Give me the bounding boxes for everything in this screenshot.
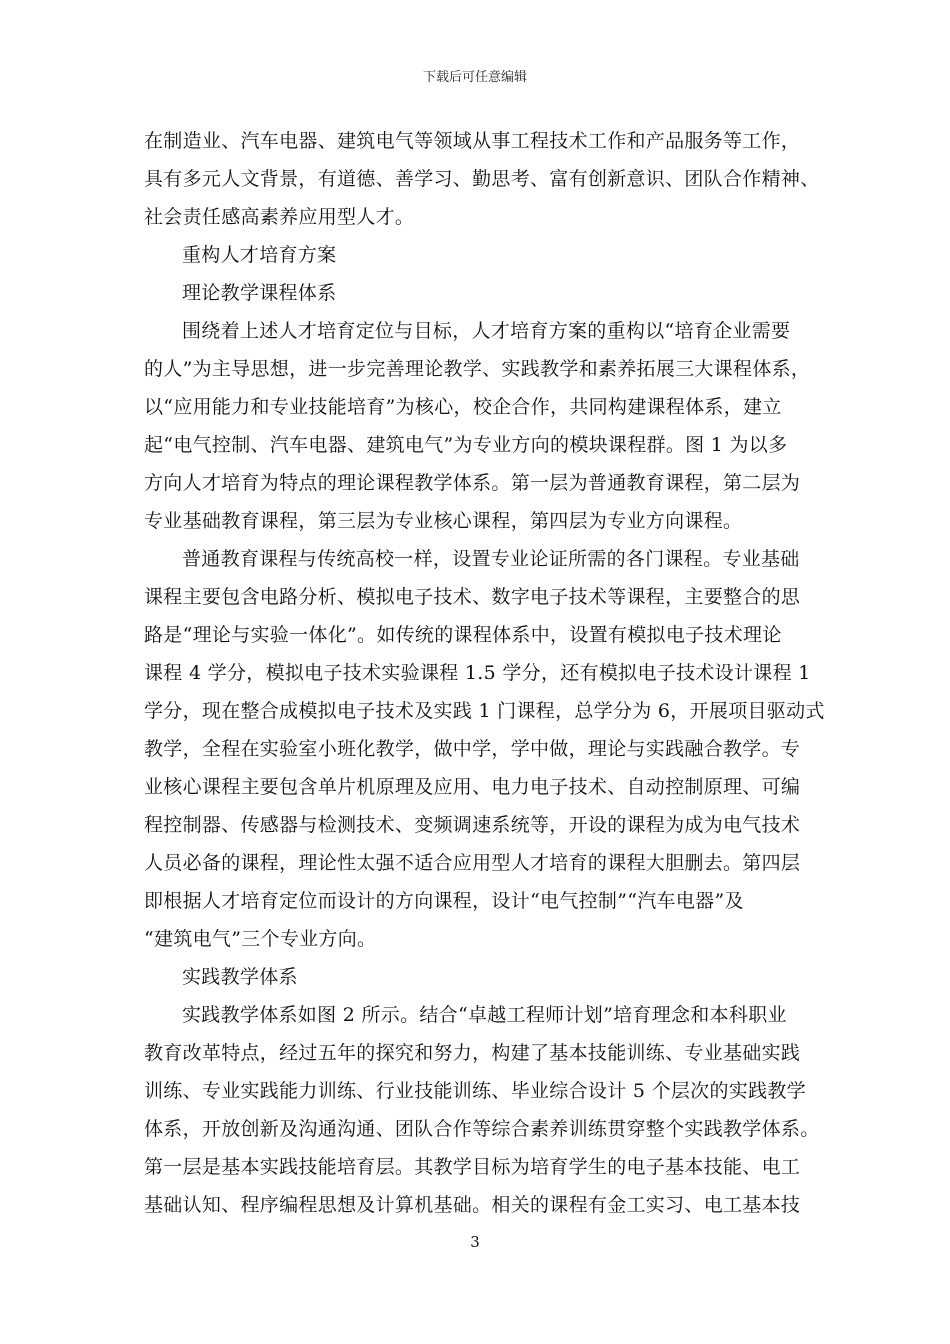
text-line: 体系，开放创新及沟通沟通、团队合作等综合素养训练贯穿整个实践教学体系。 (144, 1118, 820, 1140)
section-heading: 实践教学体系 (182, 966, 298, 988)
text-line: 实践教学体系如图 2 所示。结合“卓越工程师计划”培育理念和本科职业 (182, 1004, 787, 1026)
text-line: 第一层是基本实践技能培育层。其教学目标为培育学生的电子基本技能、电工 (144, 1156, 801, 1178)
body-text (144, 122, 825, 1224)
section-heading: 重构人才培育方案 (182, 244, 337, 266)
text-line: 人员必备的课程，理论性太强不适合应用型人才培育的课程大胆删去。第四层 (144, 852, 801, 874)
text-line: 方向人才培育为特点的理论课程教学体系。第一层为普通教育课程，第二层为 (144, 472, 801, 494)
text-line: 业核心课程主要包含单片机原理及应用、电力电子技术、自动控制原理、可编 (144, 776, 801, 798)
text-line: 课程 4 学分，模拟电子技术实验课程 1.5 学分，还有模拟电子技术设计课程 1 (144, 662, 811, 684)
text-line: 以“应用能力和专业技能培育”为核心，校企合作，共同构建课程体系，建立 (144, 396, 782, 418)
text-line: 学分，现在整合成模拟电子技术及实践 1 门课程，总学分为 6，开展项目驱动式 (144, 700, 825, 722)
text-line: 课程主要包含电路分析、模拟电子技术、数字电子技术等课程，主要整合的思 (144, 586, 801, 608)
text-line: 起“电气控制、汽车电器、建筑电气”为专业方向的模块课程群。图 1 为以多 (144, 434, 788, 456)
text-line: 普通教育课程与传统高校一样，设置专业论证所需的各门课程。专业基础 (182, 548, 800, 570)
text-line: 即根据人才培育定位而设计的方向课程，设计“电气控制”“汽车电器”及 (144, 890, 744, 912)
page-header: 下载后可任意编辑 (422, 70, 527, 85)
text-line: 基础认知、程序编程思想及计算机基础。相关的课程有金工实习、电工基本技 (144, 1194, 801, 1216)
page-number: 3 (470, 1233, 480, 1251)
text-line: 围绕着上述人才培育定位与目标，人才培育方案的重构以“培育企业需要 (182, 320, 791, 342)
text-line: 教学，全程在实验室小班化教学，做中学，学中做，理论与实践融合教学。专 (144, 738, 801, 760)
text-line: 路是“理论与实验一体化”。如传统的课程体系中，设置有模拟电子技术理论 (144, 624, 782, 646)
text-line: 训练、专业实践能力训练、行业技能训练、毕业综合设计 5 个层次的实践教学 (144, 1080, 806, 1102)
text-line: 的人”为主导思想，进一步完善理论教学、实践教学和素养拓展三大课程体系， (144, 358, 811, 380)
text-line: 专业基础教育课程，第三层为专业核心课程，第四层为专业方向课程。 (144, 510, 743, 532)
text-line: 程控制器、传感器与检测技术、变频调速系统等，开设的课程为成为电气技术 (144, 814, 801, 836)
text-line: 社会责任感高素养应用型人才。 (144, 206, 415, 228)
text-line: 教育改革特点，经过五年的探究和努力，构建了基本技能训练、专业基础实践 (144, 1042, 801, 1064)
section-heading: 理论教学课程体系 (182, 282, 337, 304)
text-line: 在制造业、汽车电器、建筑电气等领域从事工程技术工作和产品服务等工作， (144, 130, 801, 152)
text-line: “建筑电气”三个专业方向。 (144, 928, 377, 950)
text-line: 具有多元人文背景，有道德、善学习、勤思考、富有创新意识、团队合作精神、 (144, 168, 820, 190)
